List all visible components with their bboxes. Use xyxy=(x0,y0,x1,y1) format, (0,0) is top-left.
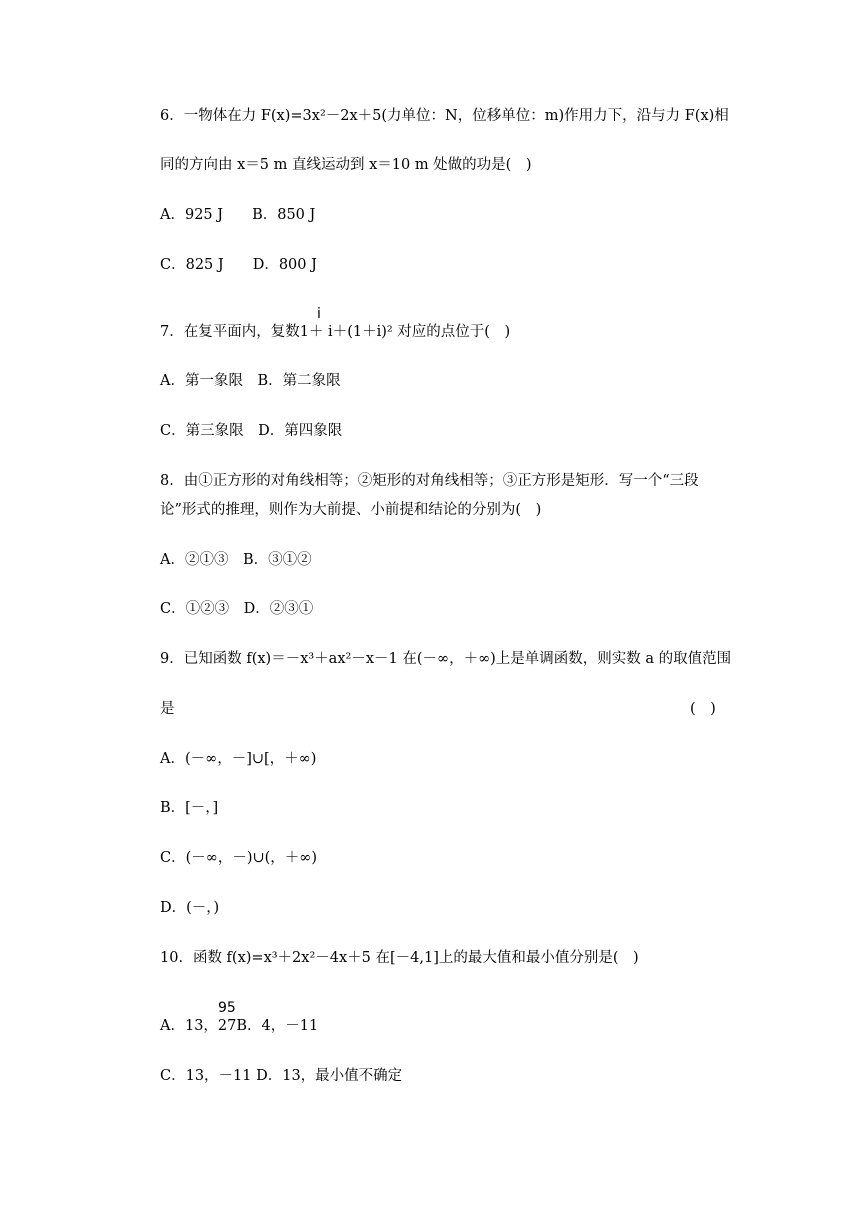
question-9-option-b: B．[－，] xyxy=(160,800,219,816)
question-7-fraction-numerator: i xyxy=(317,306,321,322)
question-9-line-2: 是 xyxy=(160,701,175,717)
question-7-line-1: 7．在复平面内，复数1＋ i＋(1＋i)² 对应的点位于( ) xyxy=(160,324,511,340)
question-10-line-1: 10．函数 f(x)=x³＋2x²－4x＋5 在[－4,1]上的最大值和最小值分别是( ) xyxy=(160,950,639,966)
question-9-option-a: A．(－∞，－]∪[，＋∞) xyxy=(160,751,317,767)
question-6-line-1: 6．一物体在力 F(x)=3x²－2x＋5(力单位：N，位移单位：m)作用力下，沿与力 F(x)相 xyxy=(160,108,729,124)
question-9-answer-paren: ( ) xyxy=(690,701,716,717)
question-6-options-c-d: C．825 J D．800 J xyxy=(160,257,317,273)
question-6-line-2: 同的方向由 x＝5 m 直线运动到 x＝10 m 处做的功是( ) xyxy=(160,157,532,173)
question-9-option-d: D．(－，) xyxy=(160,900,220,916)
question-10-options-a-b: A．13，27B．4，－11 xyxy=(160,1018,319,1034)
question-8-options-c-d: C．①②③ D．②③① xyxy=(160,601,314,617)
question-10-fraction-numerator: 95 xyxy=(218,1000,236,1016)
question-7-options-c-d: C．第三象限 D．第四象限 xyxy=(160,423,343,439)
question-8-line-1: 8．由①正方形的对角线相等；②矩形的对角线相等；③正方形是矩形．写一个“三段 xyxy=(160,473,699,489)
question-9-line-1: 9．已知函数 f(x)＝－x³＋ax²－x－1 在(－∞，＋∞)上是单调函数，则实数 a 的取值范围 xyxy=(160,651,732,667)
question-8-options-a-b: A．②①③ B．③①② xyxy=(160,552,312,568)
question-8-line-2: 论”形式的推理，则作为大前提、小前提和结论的分别为( ) xyxy=(160,502,542,518)
question-10-options-c-d: C．13，－11 D．13，最小值不确定 xyxy=(160,1068,403,1084)
question-6-options-a-b: A．925 J B．850 J xyxy=(160,207,316,223)
question-9-option-c: C．(－∞，－)∪(，＋∞) xyxy=(160,850,318,866)
question-7-options-a-b: A．第一象限 B．第二象限 xyxy=(160,373,341,389)
